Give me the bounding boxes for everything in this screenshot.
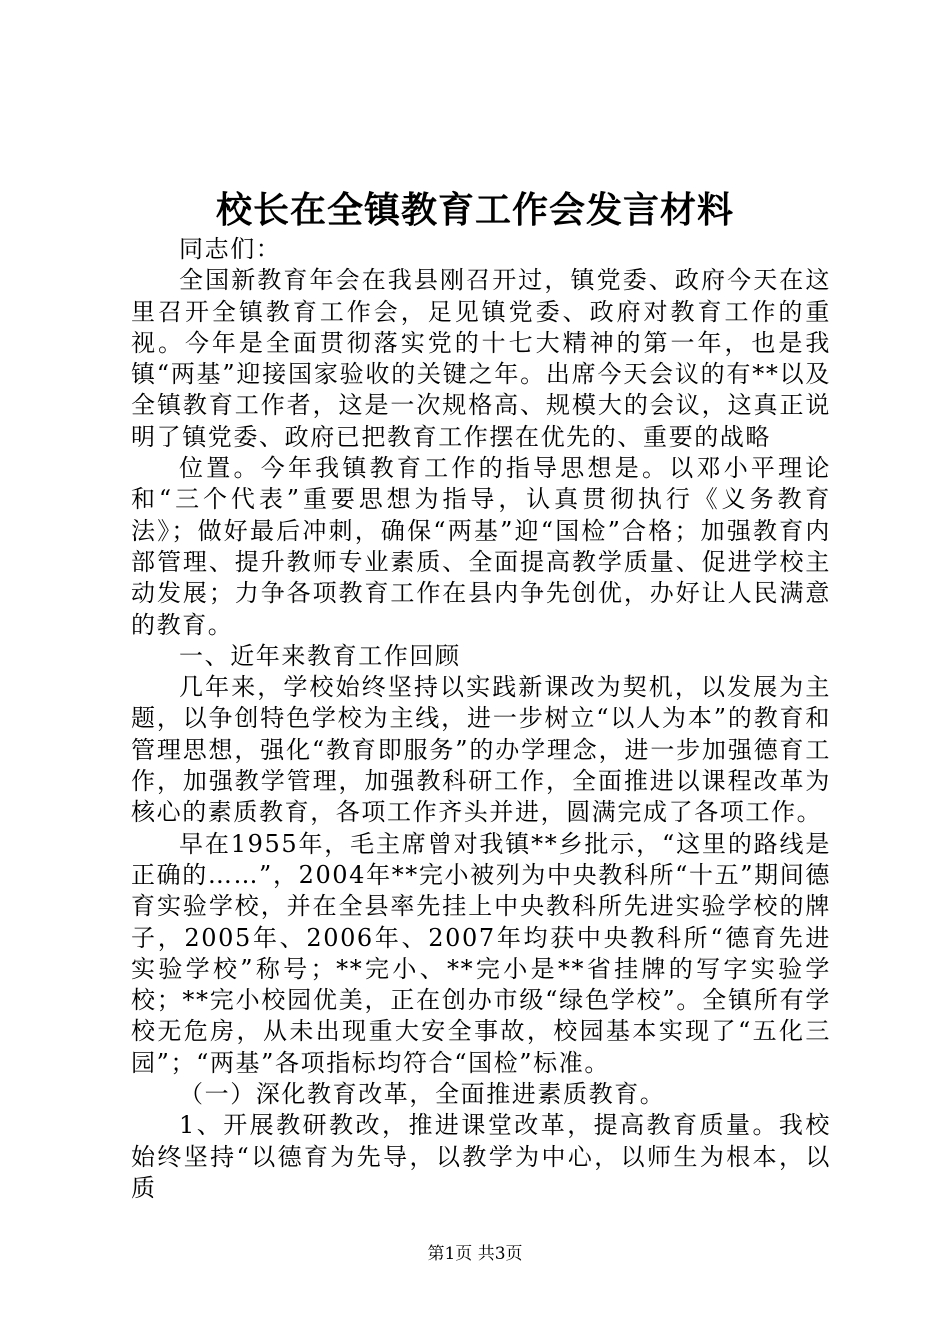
paragraph-guiding-thought: 位置。今年我镇教育工作的指导思想是。以邓小平理论和“三个代表”重要思想为指导，认真贯彻执行《义务教育法》；做好最后冲刺，确保“两基”迎“国检”合格；加强教育内部管理、提升教师专业素质、全面提高教学质量、促进学校主动发展；力争各项教育工作在县内争先创优，办好让人民满意的教育。 xyxy=(131,454,831,639)
salutation: 同志们： xyxy=(179,235,282,263)
paragraph-history: 早在1955年，毛主席曾对我镇**乡批示，“这里的路线是正确的……”，2004年**完小被列为中央教科所“十五”期间德育实验学校，并在全县率先挂上中央教科所先进实验学校的牌子，2005年、2006年、2007年均获中央教科所“德育先进实验学校”称号；**完小、**完小是**省挂牌的写字实验学校；**完小校园优美，正在创办市级“绿色学校”。全镇所有学校无危房，从未出现重大安全事故，校园基本实现了“五化三园”；“两基”各项指标均符合“国检”标准。 xyxy=(131,829,831,1077)
document-body xyxy=(131,234,831,1204)
paragraph-teaching-reform: 1、开展教研教改，推进课堂改革，提高教育质量。我校始终坚持“以德育为先导，以教学为中心，以师生为根本，以质 xyxy=(131,1111,831,1202)
paragraph-opening: 全国新教育年会在我县刚召开过，镇党委、政府今天在这里召开全镇教育工作会，足见镇党委、政府对教育工作的重视。今年是全面贯彻落实党的十七大精神的第一年，也是我镇“两基”迎接国家验收的关键之年。出席今天会议的有**以及全镇教育工作者，这是一次规格高、规模大的会议，这真正说明了镇党委、政府已把教育工作摆在优先的、重要的战略 xyxy=(131,266,831,451)
section-heading: 一、近年来教育工作回顾 xyxy=(179,641,461,670)
document-title: 校长在全镇教育工作会发言材料 xyxy=(215,189,734,231)
subsection-heading: （一）深化教育改革，全面推进素质教育。 xyxy=(179,1080,666,1109)
page-footer: 第1页 共3页 xyxy=(427,1244,523,1264)
paragraph-review: 几年来，学校始终坚持以实践新课改为契机，以发展为主题，以争创特色学校为主线，进一步树立“以人为本”的教育和管理思想，强化“教育即服务”的办学理念，进一步加强德育工作，加强教学管理，加强教科研工作，全面推进以课程改革为核心的素质教育，各项工作齐头并进，圆满完成了各项工作。 xyxy=(131,673,831,827)
